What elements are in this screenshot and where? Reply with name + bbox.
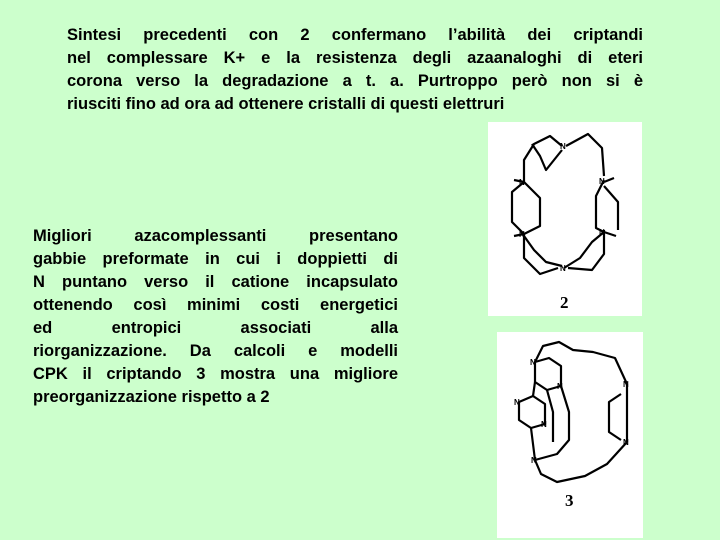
nitrogen-label: N [623,438,629,447]
explanation-line: ottenendo così minimi costi energetici [33,296,398,314]
explanation-line: gabbie preformate in cui i doppietti di [33,250,398,268]
nitrogen-label: N [557,382,563,391]
explanation-line: ed entropici associati alla [33,319,398,337]
nitrogen-label: N [541,420,547,429]
intro-line: corona verso la degradazione a t. a. Purtroppo però non si è [67,72,643,90]
intro-line: nel complessare K+ e la resistenza degli azaanaloghi di eteri [67,49,643,67]
nitrogen-label: N [514,398,520,407]
nitrogen-label: N [623,380,629,389]
explanation-paragraph [33,225,398,409]
compound-number: 2 [560,293,569,312]
explanation-line: preorganizzazione rispetto a 2 [33,388,270,406]
intro-line: Sintesi precedenti con 2 confermano l’abilità dei criptandi [67,26,643,44]
cryptand-2-structure [488,122,642,316]
explanation-line: N puntano verso il catione incapsulato [33,273,398,291]
nitrogen-label: N [519,230,525,239]
nitrogen-label: N [530,358,536,367]
nitrogen-label: N [560,142,566,151]
intro-paragraph [67,24,643,116]
nitrogen-label: N [599,177,605,186]
compound-number: 3 [565,491,574,510]
nitrogen-label: N [560,264,566,273]
nitrogen-label: N [599,228,605,237]
explanation-line: riorganizzazione. Da calcoli e modelli [33,342,398,360]
explanation-line: Migliori azacomplessanti presentano [33,227,398,245]
nitrogen-label: N [519,178,525,187]
intro-line: riusciti fino ad ora ad ottenere cristalli di questi elettruri [67,95,505,113]
cryptand-3-structure [497,332,643,538]
cryptand-2-drawing [488,122,642,316]
cryptand-3-drawing [497,332,643,538]
nitrogen-label: N [531,456,537,465]
explanation-line: CPK il criptando 3 mostra una migliore [33,365,398,383]
